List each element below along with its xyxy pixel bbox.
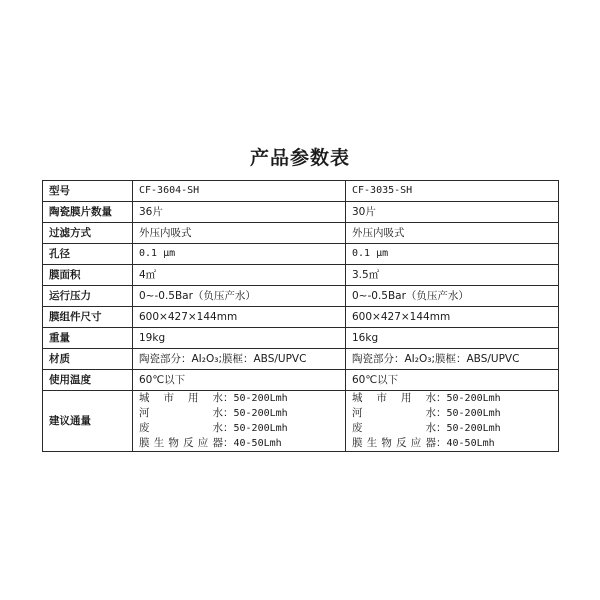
model-b-value: 30片 bbox=[346, 202, 559, 223]
row-label: 膜组件尺寸 bbox=[43, 307, 133, 328]
table-row bbox=[43, 349, 559, 370]
row-label: 孔径 bbox=[43, 244, 133, 265]
flux-line: 城市用水：50-200Lmh bbox=[352, 392, 501, 404]
row-label: 运行压力 bbox=[43, 286, 133, 307]
table-row bbox=[43, 223, 559, 244]
model-b-flux bbox=[346, 391, 559, 452]
table-row bbox=[43, 181, 559, 202]
model-a-value: 60℃以下 bbox=[133, 370, 346, 391]
flux-line: 河水：50-200Lmh bbox=[352, 407, 501, 419]
flux-line: 废水：50-200Lmh bbox=[139, 422, 288, 434]
model-a-value: 600×427×144mm bbox=[133, 307, 346, 328]
model-a-value: 4㎡ bbox=[133, 265, 346, 286]
model-b-value: 16kg bbox=[346, 328, 559, 349]
row-label: 膜面积 bbox=[43, 265, 133, 286]
row-label: 过滤方式 bbox=[43, 223, 133, 244]
page-title: 产品参数表 bbox=[249, 147, 350, 169]
product-parameter-table bbox=[42, 180, 559, 452]
table-row-flux bbox=[43, 391, 559, 452]
model-b-value: 外压内吸式 bbox=[346, 223, 559, 244]
model-b-value: 3.5㎡ bbox=[346, 265, 559, 286]
model-b-value: 陶瓷部分：AI₂O₃;膜框：ABS/UPVC bbox=[346, 349, 559, 370]
model-a-value: 19kg bbox=[133, 328, 346, 349]
table-row bbox=[43, 328, 559, 349]
row-label: 建议通量 bbox=[43, 391, 133, 452]
row-label: 使用温度 bbox=[43, 370, 133, 391]
flux-line: 城市用水：50-200Lmh bbox=[139, 392, 288, 404]
row-label: 材质 bbox=[43, 349, 133, 370]
model-a-flux bbox=[133, 391, 346, 452]
model-b-value: 0.1 μm bbox=[346, 244, 559, 265]
flux-line: 废水：50-200Lmh bbox=[352, 422, 501, 434]
table-row bbox=[43, 244, 559, 265]
model-b-value: 600×427×144mm bbox=[346, 307, 559, 328]
flux-line: 膜生物反应器：40-50Lmh bbox=[352, 437, 495, 449]
table-row bbox=[43, 265, 559, 286]
model-a-value: 陶瓷部分：AI₂O₃;膜框：ABS/UPVC bbox=[133, 349, 346, 370]
table-row bbox=[43, 370, 559, 391]
row-label: 重量 bbox=[43, 328, 133, 349]
table-row bbox=[43, 286, 559, 307]
row-label: 型号 bbox=[43, 181, 133, 202]
model-b-value: 0~-0.5Bar（负压产水） bbox=[346, 286, 559, 307]
flux-line: 膜生物反应器：40-50Lmh bbox=[139, 437, 282, 449]
table-row bbox=[43, 307, 559, 328]
model-b-value: 60℃以下 bbox=[346, 370, 559, 391]
flux-line: 河水：50-200Lmh bbox=[139, 407, 288, 419]
row-label: 陶瓷膜片数量 bbox=[43, 202, 133, 223]
model-a-value: 外压内吸式 bbox=[133, 223, 346, 244]
model-a-value: 36片 bbox=[133, 202, 346, 223]
table-row bbox=[43, 202, 559, 223]
model-a-value: 0~-0.5Bar（负压产水） bbox=[133, 286, 346, 307]
model-b-value: CF-3035-SH bbox=[346, 181, 559, 202]
model-a-value: 0.1 μm bbox=[133, 244, 346, 265]
model-a-value: CF-3604-SH bbox=[133, 181, 346, 202]
